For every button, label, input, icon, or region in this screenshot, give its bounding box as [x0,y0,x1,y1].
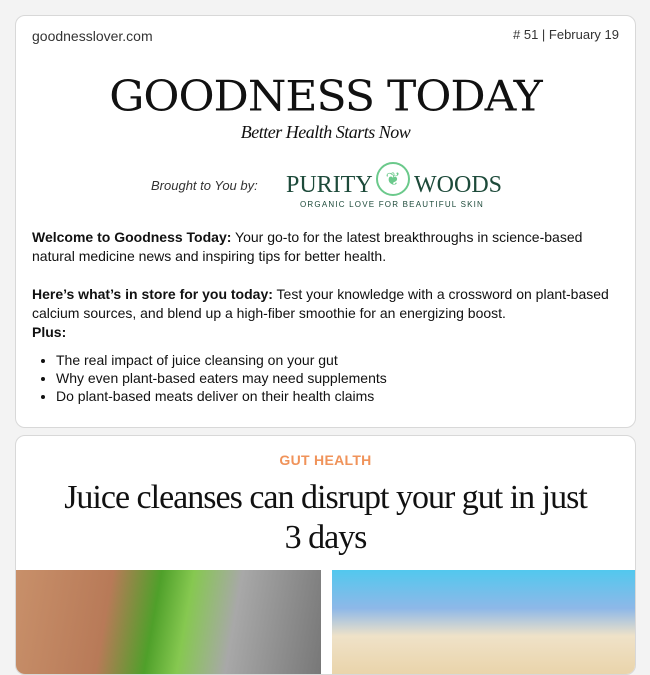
article-card [15,435,636,675]
welcome-bold: Welcome to Goodness Today: [32,229,232,245]
sponsor-label: Brought to You by: [151,178,258,193]
masthead-logo [16,72,635,121]
sponsor-name-right: WOODS [414,172,502,198]
tagline: Better Health Starts Now [240,122,411,142]
masthead-word: GOODNESS [109,72,374,121]
sponsor-name-left: PURITY [286,172,373,198]
today-text: Test your knowledge with a crossword on plant-based calcium sources, and blend up a high-fiber smoothie for an energizing boost. [32,286,609,321]
welcome-paragraph [32,228,619,266]
list-item: • Do plant-based meats deliver on their health claims [56,387,619,405]
list-item: • Why even plant-based eaters may need supplements [56,369,619,387]
welcome-text: Your go-to for the latest breakthroughs in science-based natural medicine news and inspiring tips for better health. [32,229,583,264]
article-headline[interactable]: Juice cleanses can disrupt your gut in just 3 days [64,479,587,556]
masthead-word: TODAY [386,72,542,121]
sponsor-logo[interactable] [286,162,506,214]
sponsor-tagline: ORGANIC LOVE FOR BEAUTIFUL SKIN [300,200,485,209]
intro-text [32,228,619,405]
intro-card [15,15,636,428]
site-link[interactable]: goodnesslover.com [32,28,153,44]
list-item: • The real impact of juice cleansing on your gut [56,351,619,369]
today-bold: Here’s what’s in store for you today: [32,286,273,302]
article-category: GUT HEALTH [279,452,372,468]
issue-date: # 51 | February 19 [513,27,619,42]
leaf-icon: ❦ [376,162,410,196]
gut-bacteria-image[interactable] [332,570,636,675]
juice-pour-image[interactable] [16,570,321,675]
plus-label: Plus: [32,324,67,340]
highlights-list [56,351,619,405]
today-paragraph [32,285,619,342]
